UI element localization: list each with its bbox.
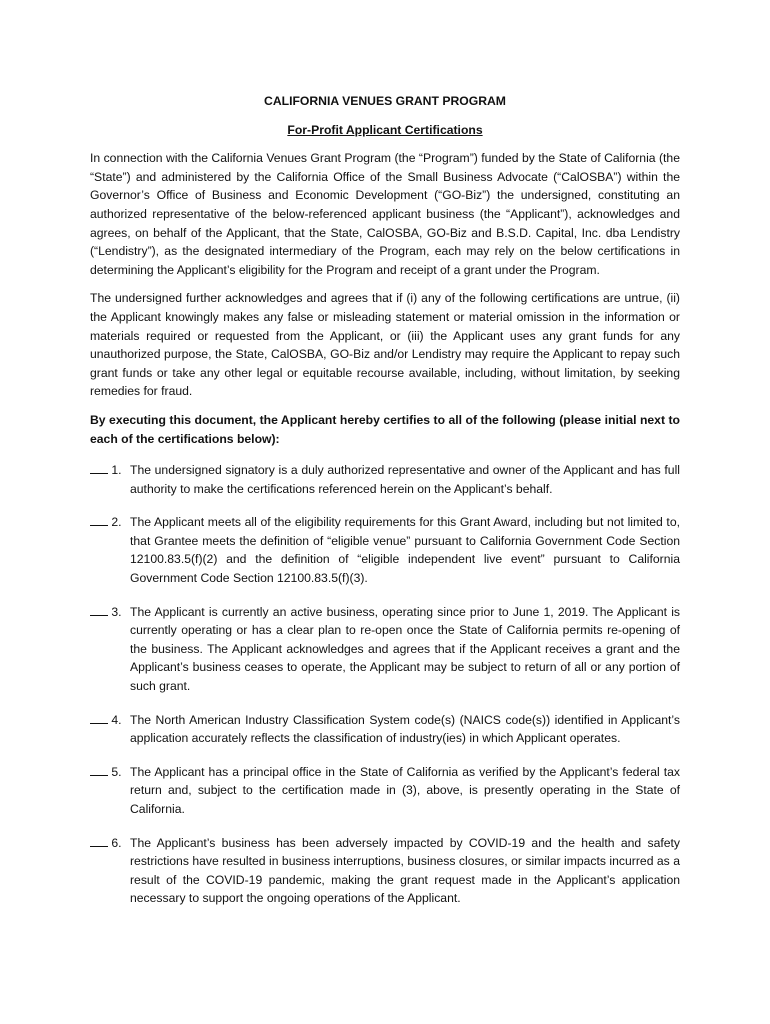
document-title: CALIFORNIA VENUES GRANT PROGRAM <box>264 94 506 108</box>
intro-paragraph: In connection with the California Venues Grant Program (the “Program”) funded by the State of California (the “State”) and administered by the California Office of the Small Business Advocate (“CalOSBA”) within the Governor’s Office of Business and Economic Development (“GO-Biz”) the undersigned, constituting an authorized representative of the below-referenced applicant business (the “Applicant”), acknowledges and agrees, on behalf of the Applicant, that the State, CalOSBA, GO-Biz and B.S.D. Capital, Inc. dba Lendistry (“Lendistry”), as the designated intermediary of the Program, each may rely on the below certifications in determining the Applicant’s eligibility for the Program and receipt of a grant under the Program. <box>90 151 680 277</box>
certification-item-1 <box>90 461 680 498</box>
certification-item-6 <box>90 834 680 908</box>
initial-line[interactable] <box>90 603 130 696</box>
initial-blank[interactable] <box>90 763 108 776</box>
certification-item-5 <box>90 763 680 819</box>
document-page <box>90 92 680 923</box>
certification-item-3 <box>90 603 680 696</box>
initial-blank[interactable] <box>90 461 108 474</box>
initial-blank[interactable] <box>90 513 108 526</box>
certification-item-2 <box>90 513 680 587</box>
acknowledgement-paragraph: The undersigned further acknowledges and agrees that if (i) any of the following certifications are untrue, (ii) the Applicant knowingly makes any false or misleading statement or material omission in the information or materials required or requested from the Applicant, or (iii) the Applicant uses any grant funds for any unauthorized purpose, the State, CalOSBA, GO-Biz and/or Lendistry may require the Applicant to repay such grant funds or take any other legal or equitable recourse available, including, without limitation, by seeking remedies for fraud. <box>90 291 680 399</box>
initial-blank[interactable] <box>90 834 108 847</box>
initial-line[interactable] <box>90 711 130 748</box>
certification-number: 5. <box>111 764 122 779</box>
certification-text: The Applicant’s business has been adversely impacted by COVID-19 and the health and safety restrictions have resulted in business interruptions, business closures, or similar impacts incurred as a result of the COVID-19 pandemic, making the grant request made in the Applicant’s application necessary to support the ongoing operations of the Applicant. <box>130 835 680 906</box>
certification-text: The Applicant has a principal office in the State of California as verified by the Applicant’s federal tax return and, subject to the certification made in (3), above, is presently operating in the State of California. <box>130 764 680 816</box>
certification-text: The undersigned signatory is a duly authorized representative and owner of the Applicant and has full authority to make the certifications referenced herein on the Applicant’s behalf. <box>130 463 680 496</box>
initial-blank[interactable] <box>90 711 108 724</box>
certification-number: 3. <box>111 604 122 619</box>
certification-number: 1. <box>111 463 122 478</box>
certification-text: The Applicant is currently an active business, operating since prior to June 1, 2019. The Applicant is currently operating or has a clear plan to re-open once the State of California permits re-opening of the business. The Applicant acknowledges and agrees that if the Applicant receives a grant and the Applicant’s business ceases to operate, the Applicant may be subject to return of all or any portion of such grant. <box>130 604 680 694</box>
certification-item-4 <box>90 711 680 748</box>
initial-line[interactable] <box>90 513 130 587</box>
initial-line[interactable] <box>90 763 130 819</box>
certification-number: 4. <box>111 712 122 727</box>
certification-instruction: By executing this document, the Applicant hereby certifies to all of the following (please initial next to each of the certifications below): <box>90 412 680 446</box>
certification-number: 2. <box>111 515 122 530</box>
certification-number: 6. <box>111 835 122 850</box>
certification-text: The Applicant meets all of the eligibility requirements for this Grant Award, including but not limited to, that Grantee meets the definition of “eligible venue” pursuant to California Government Code Section 12100.83.5(f)(2) and the definition of “eligible independent live event” pursuant to California Government Code Section 12100.83.5(f)(3). <box>130 515 680 586</box>
certification-text: The North American Industry Classification System code(s) (NAICS code(s)) identified in Applicant’s application accurately reflects the classification of industry(ies) in which Applicant operates. <box>130 712 680 746</box>
initial-line[interactable] <box>90 461 130 498</box>
document-subtitle: For-Profit Applicant Certifications <box>287 122 483 137</box>
initial-blank[interactable] <box>90 603 108 616</box>
initial-line[interactable] <box>90 834 130 908</box>
